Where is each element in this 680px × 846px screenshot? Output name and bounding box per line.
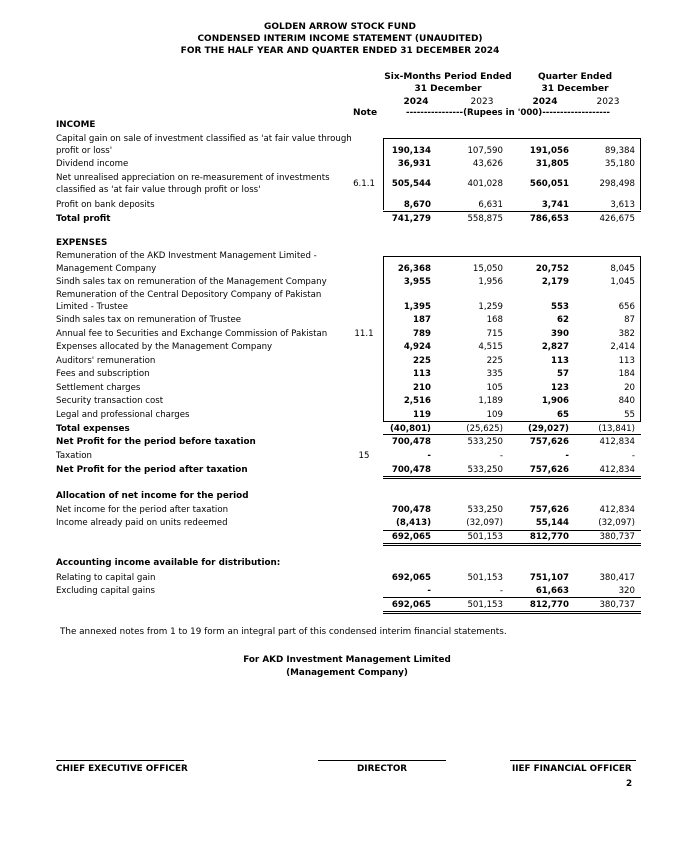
amount-cell: 553 — [551, 302, 569, 312]
amount-cell: 757,626 — [529, 465, 569, 475]
amount-cell: 225 — [413, 356, 431, 366]
six-months-heading: Six-Months Period Ended — [384, 72, 512, 82]
total-expenses-rule — [383, 434, 641, 435]
row-label: Income already paid on units redeemed — [56, 518, 228, 528]
amount-cell: 3,741 — [541, 200, 569, 210]
amount-cell: 8,670 — [403, 200, 431, 210]
amount-cell: 62 — [557, 315, 569, 325]
amount-cell: 380,737 — [599, 600, 635, 610]
amount-cell: 715 — [486, 329, 503, 339]
income-box-right — [640, 138, 641, 210]
row-label: Excluding capital gains — [56, 586, 156, 596]
amount-cell: 3,613 — [610, 200, 635, 210]
amount-cell: (32,097) — [598, 518, 635, 528]
amount-cell: 225 — [486, 356, 503, 366]
amount-cell: 1,956 — [478, 277, 503, 287]
amount-cell: 105 — [486, 383, 503, 393]
allocation-sum-rule — [383, 530, 641, 531]
row-label: Limited - Trustee — [56, 302, 128, 312]
amount-cell: 168 — [486, 315, 503, 325]
amount-cell: 560,051 — [529, 179, 569, 189]
row-label: Sindh sales tax on remuneration of Trustee — [56, 315, 242, 325]
amount-cell: 109 — [486, 410, 503, 420]
amount-cell: 382 — [618, 329, 635, 339]
row-label: Net Profit for the period before taxation — [56, 437, 256, 447]
amount-cell: 840 — [618, 396, 635, 406]
year-col-3: 2024 — [532, 97, 558, 107]
rupees-unit: ----------------(Rupees in '000)------------------- — [406, 108, 610, 118]
amount-cell: 26,368 — [397, 264, 431, 274]
amount-cell: 107,590 — [467, 146, 503, 156]
amount-cell: 501,153 — [467, 532, 503, 542]
row-label: Legal and professional charges — [56, 410, 190, 420]
amount-cell: 380,417 — [599, 573, 635, 583]
amount-cell: 187 — [413, 315, 431, 325]
annexed-notes-text: The annexed notes from 1 to 19 form an integral part of this condensed interim financial statements. — [60, 627, 507, 637]
statement-period: FOR THE HALF YEAR AND QUARTER ENDED 31 DECEMBER 2024 — [180, 46, 500, 56]
amount-cell: 390 — [551, 329, 569, 339]
row-label: Relating to capital gain — [56, 573, 156, 583]
amount-cell: 2,516 — [403, 396, 431, 406]
amount-cell: 320 — [618, 586, 635, 596]
amount-cell: 61,663 — [535, 586, 569, 596]
amount-cell: 4,924 — [403, 342, 431, 352]
amount-cell: 533,250 — [467, 437, 503, 447]
amount-cell: 1,906 — [541, 396, 569, 406]
cfo-signature-line — [510, 760, 636, 761]
amount-cell: 36,931 — [397, 159, 431, 169]
amount-cell: 505,544 — [391, 179, 431, 189]
section-heading: EXPENSES — [56, 238, 108, 248]
amount-cell: 412,834 — [599, 505, 635, 515]
amount-cell: 812,770 — [529, 600, 569, 610]
row-label: Sindh sales tax on remuneration of the Management Company — [56, 277, 327, 287]
amount-cell: 31,805 — [535, 159, 569, 169]
amount-cell: 533,250 — [467, 505, 503, 515]
ceo-signature-line — [56, 760, 184, 761]
director-signature-label: DIRECTOR — [357, 764, 408, 774]
note-ref: 15 — [358, 451, 370, 461]
amount-cell: 789 — [413, 329, 431, 339]
amount-cell: 501,153 — [467, 573, 503, 583]
amount-cell: 57 — [557, 369, 569, 379]
section-heading: Accounting income available for distribution: — [56, 558, 281, 568]
amount-cell: 692,065 — [391, 600, 431, 610]
amount-cell: 65 — [557, 410, 569, 420]
amount-cell: 1,045 — [610, 277, 635, 287]
expense-box-left — [383, 256, 384, 421]
note-ref: 6.1.1 — [353, 179, 375, 189]
amount-cell: 335 — [486, 369, 503, 379]
amount-cell: 700,478 — [391, 437, 431, 447]
amount-cell: (32,097) — [466, 518, 503, 528]
expense-box-right — [640, 256, 641, 421]
company-role-text: (Management Company) — [286, 668, 408, 678]
amount-cell: 113 — [618, 356, 635, 366]
amount-cell: 426,675 — [599, 214, 635, 224]
section-heading: INCOME — [56, 120, 96, 130]
amount-cell: - — [427, 586, 431, 596]
fund-name: GOLDEN ARROW STOCK FUND — [263, 22, 417, 32]
amount-cell: 2,414 — [610, 342, 635, 352]
amount-cell: - — [565, 451, 569, 461]
section-heading: Allocation of net income for the period — [56, 491, 249, 501]
amount-cell: 700,478 — [391, 505, 431, 515]
amount-cell: 700,478 — [391, 465, 431, 475]
amount-cell: 501,153 — [467, 600, 503, 610]
allocation-underline-2 — [383, 545, 641, 546]
row-label: Net unrealised appreciation on re-measurement of investments — [56, 173, 330, 183]
ceo-signature-label: CHIEF EXECUTIVE OFFICER — [56, 764, 188, 774]
note-ref: 11.1 — [354, 329, 374, 339]
amount-cell: 55,144 — [535, 518, 569, 528]
amount-cell: (29,027) — [527, 424, 569, 434]
amount-cell: - — [427, 451, 431, 461]
amount-cell: (25,625) — [466, 424, 503, 434]
amount-cell: 741,279 — [391, 214, 431, 224]
note-heading: Note — [352, 108, 378, 118]
director-signature-line — [318, 760, 446, 761]
amount-cell: 210 — [413, 383, 431, 393]
amount-cell: 123 — [551, 383, 569, 393]
year-col-4: 2023 — [596, 97, 620, 107]
amount-cell: 412,834 — [599, 437, 635, 447]
row-label: Taxation — [56, 451, 92, 461]
amount-cell: 656 — [618, 302, 635, 312]
amount-cell: 35,180 — [604, 159, 635, 169]
row-label: Capital gain on sale of investment classified as 'at fair value through — [56, 134, 352, 144]
amount-cell: 89,384 — [604, 146, 635, 156]
amount-cell: (8,413) — [395, 518, 431, 528]
cfo-signature-label: IIEF FINANCIAL OFFICER — [512, 764, 632, 774]
allocation-underline-1 — [383, 543, 641, 544]
row-label: Remuneration of the Central Depository Company of Pakistan — [56, 290, 322, 300]
year-col-2: 2023 — [470, 97, 494, 107]
statement-title: CONDENSED INTERIM INCOME STATEMENT (UNAUDITED) — [197, 34, 483, 44]
row-label: Expenses allocated by the Management Company — [56, 342, 273, 352]
amount-cell: 55 — [624, 410, 635, 420]
income-box-left — [383, 138, 384, 210]
amount-cell: 119 — [413, 410, 431, 420]
row-label: Net income for the period after taxation — [56, 505, 229, 515]
amount-cell: - — [499, 451, 503, 461]
amount-cell: 3,955 — [403, 277, 431, 287]
row-label: Total expenses — [56, 424, 130, 434]
row-label: profit or loss' — [56, 146, 113, 156]
row-label: classified as 'at fair value through profit or loss' — [56, 185, 261, 195]
amount-cell: 113 — [551, 356, 569, 366]
amount-cell: 751,107 — [529, 573, 569, 583]
amount-cell: 786,653 — [529, 214, 569, 224]
amount-cell: 380,737 — [599, 532, 635, 542]
expense-total-rule — [383, 421, 641, 422]
amount-cell: 43,626 — [472, 159, 503, 169]
row-label: Fees and subscription — [56, 369, 150, 379]
income-total-rule — [383, 211, 641, 212]
amount-cell: 558,875 — [467, 214, 503, 224]
six-months-date: 31 December — [414, 84, 482, 94]
amount-cell: 812,770 — [529, 532, 569, 542]
amount-cell: 87 — [624, 315, 635, 325]
quarter-date: 31 December — [541, 84, 609, 94]
distribution-underline-1 — [383, 611, 641, 612]
row-label: Security transaction cost — [56, 396, 164, 406]
row-label: Net Profit for the period after taxation — [56, 465, 248, 475]
amount-cell: 757,626 — [529, 505, 569, 515]
amount-cell: 15,050 — [472, 264, 503, 274]
amount-cell: 2,179 — [541, 277, 569, 287]
income-box-top — [383, 138, 641, 139]
year-col-1: 2024 — [403, 97, 429, 107]
amount-cell: 1,395 — [403, 302, 431, 312]
amount-cell: 757,626 — [529, 437, 569, 447]
row-label: Dividend income — [56, 159, 129, 169]
amount-cell: 401,028 — [467, 179, 503, 189]
after-tax-underline-2 — [383, 478, 641, 479]
amount-cell: 533,250 — [467, 465, 503, 475]
row-label: Remuneration of the AKD Investment Management Limited - — [56, 251, 317, 261]
amount-cell: 1,259 — [478, 302, 503, 312]
row-label: Auditors' remuneration — [56, 356, 156, 366]
after-tax-underline-1 — [383, 476, 641, 477]
for-company-text: For AKD Investment Management Limited — [243, 655, 451, 665]
row-label: Profit on bank deposits — [56, 200, 155, 210]
amount-cell: 184 — [618, 369, 635, 379]
row-label: Annual fee to Securities and Exchange Commission of Pakistan — [56, 329, 328, 339]
amount-cell: 20 — [624, 383, 635, 393]
amount-cell: 692,065 — [391, 573, 431, 583]
amount-cell: 6,631 — [478, 200, 503, 210]
row-label: Settlement charges — [56, 383, 141, 393]
quarter-heading: Quarter Ended — [537, 72, 613, 82]
expense-box-top — [383, 256, 641, 257]
amount-cell: 2,827 — [541, 342, 569, 352]
amount-cell: (13,841) — [598, 424, 635, 434]
distribution-underline-2 — [383, 613, 641, 614]
amount-cell: 190,134 — [391, 146, 431, 156]
amount-cell: (40,801) — [389, 424, 431, 434]
amount-cell: - — [631, 451, 635, 461]
amount-cell: 298,498 — [599, 179, 635, 189]
distribution-sum-rule — [383, 597, 641, 598]
amount-cell: 191,056 — [529, 146, 569, 156]
amount-cell: 692,065 — [391, 532, 431, 542]
amount-cell: - — [499, 586, 503, 596]
amount-cell: 8,045 — [610, 264, 635, 274]
amount-cell: 412,834 — [599, 465, 635, 475]
row-label: Management Company — [56, 264, 157, 274]
page-number: 2 — [626, 779, 633, 789]
row-label: Total profit — [56, 214, 111, 224]
amount-cell: 113 — [413, 369, 431, 379]
amount-cell: 4,515 — [478, 342, 503, 352]
amount-cell: 20,752 — [535, 264, 569, 274]
amount-cell: 1,189 — [478, 396, 503, 406]
